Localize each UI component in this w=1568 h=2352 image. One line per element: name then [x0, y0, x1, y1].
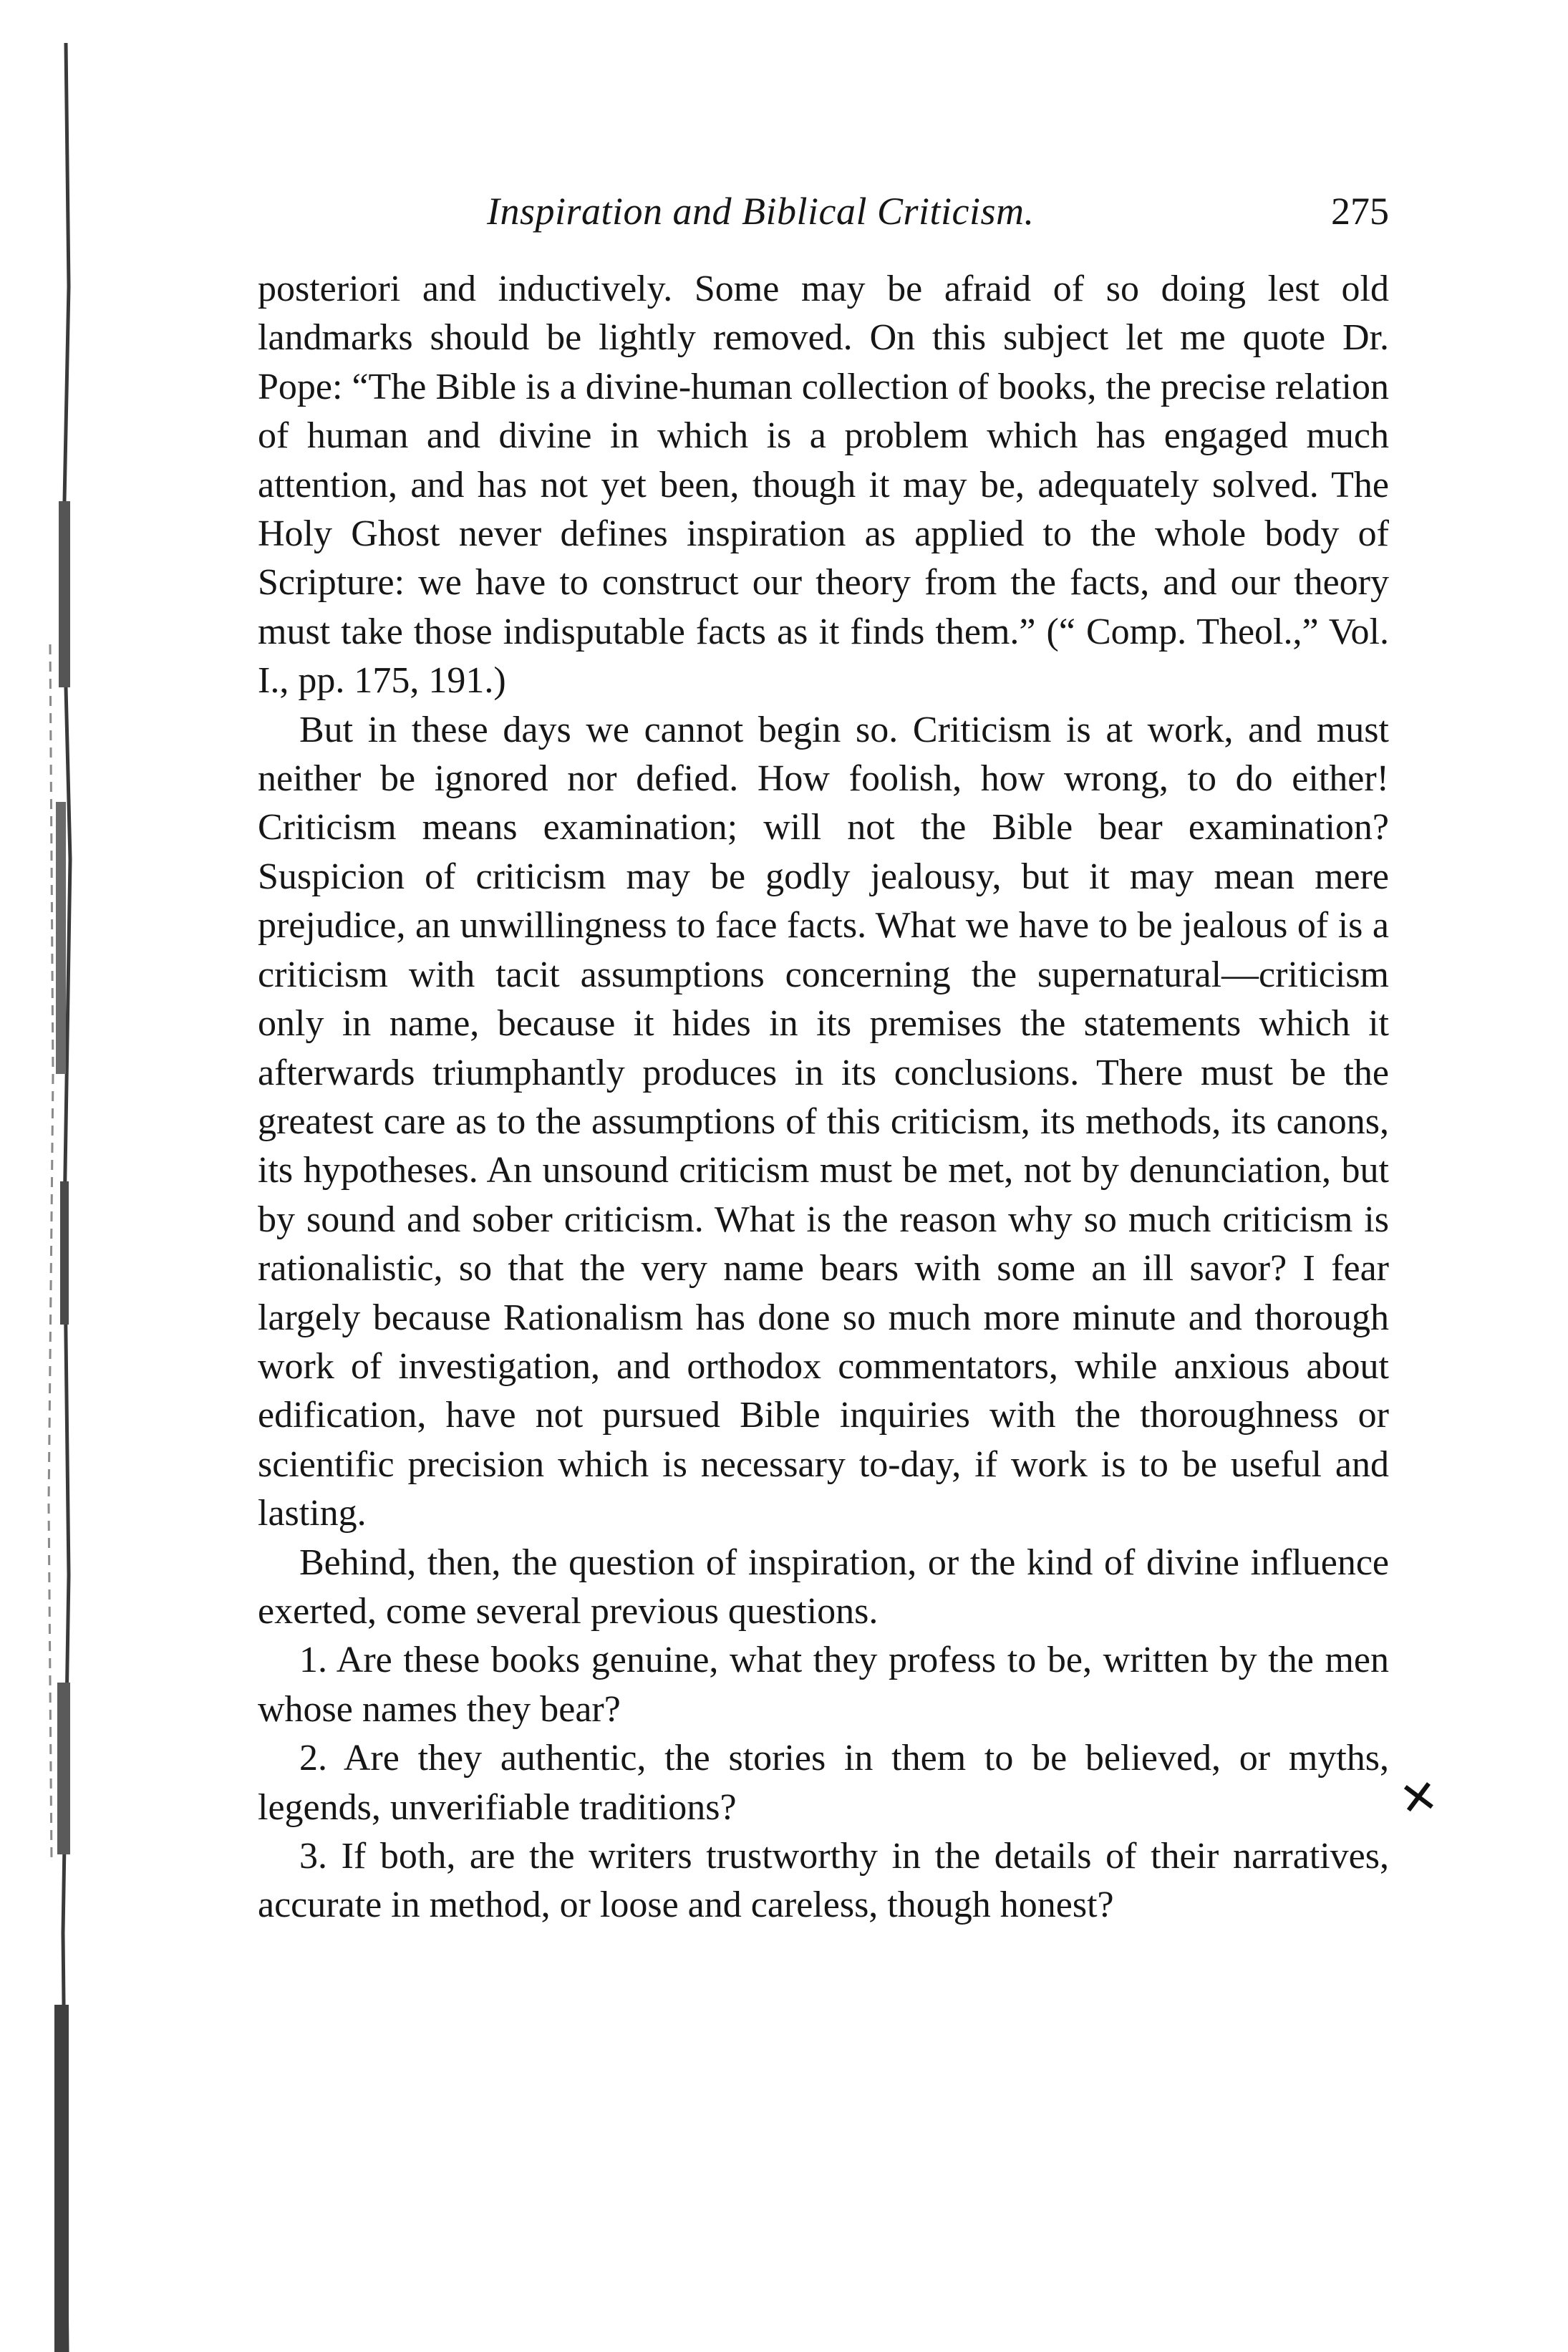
running-title: Inspiration and Biblical Criticism.: [487, 190, 1035, 233]
running-head: [258, 179, 1389, 243]
question-1: 1. Are these books genuine, what they profess to be, written by the men whose names they bear?: [258, 1640, 1389, 1730]
paragraph-continuation: posteriori and inductively. Some may be afraid of so doing lest old landmarks should be lightly removed. On this subject let me quote Dr. Pope: “The Bible is a divine-human collection of books, the precise relation of human and divine in which is a problem which has engaged much attention, and has not yet been, though it may be, adequately solved. The Holy Ghost never defines inspiration as applied to the whole body of Scripture: we have to construct our theory from the facts, and our theory must take those indisputable facts as it finds them.” (“ Comp. Theol.,” Vol. I., pp. 175, 191.): [258, 268, 1389, 702]
question-2: 2. Are they authentic, the stories in them to be believed, or myths, legends, unverifiable traditions?: [258, 1738, 1389, 1828]
page-number: 275: [1331, 190, 1389, 233]
handwritten-x-mark: ✕: [1396, 1769, 1442, 1828]
paragraph-previous-questions: Behind, then, the question of inspiration, or the kind of divine influence exerted, come several previous questions.: [258, 1542, 1389, 1632]
paragraph-criticism: But in these days we cannot begin so. Criticism is at work, and must neither be ignored nor defied. How foolish, how wrong, to do either! Criticism means examination; will not the Bible bear examination? Suspicion of criticism may be godly jealousy, but it may mean mere prejudice, an unwillingness to face facts. What we have to be jealous of is a criticism with tacit assumptions concerning the supernatural—criticism only in name, because it hides in its premises the statements which it afterwards triumphantly produces in its conclusions. There must be the greatest care as to the assumptions of this criticism, its methods, its canons, its hypotheses. An unsound criticism must be met, not by denunciation, but by sound and sober criticism. What is the reason why so much criticism is rationalistic, so that the very name bears with some an ill savor? I fear largely because Rationalism has done so much more minute and thorough work of investigation, and orthodox commentators, while anxious about edification, have not pursued Bible inquiries with the thoroughness or scientific precision which is necessary to-day, if work is to be useful and lasting.: [258, 709, 1389, 1534]
question-3: 3. If both, are the writers trustworthy in the details of their narratives, accurate in method, or loose and careless, though honest?: [258, 1836, 1389, 1926]
body-text: [258, 265, 1389, 1930]
binding-edge: [0, 0, 107, 2352]
book-page: [258, 179, 1389, 1930]
